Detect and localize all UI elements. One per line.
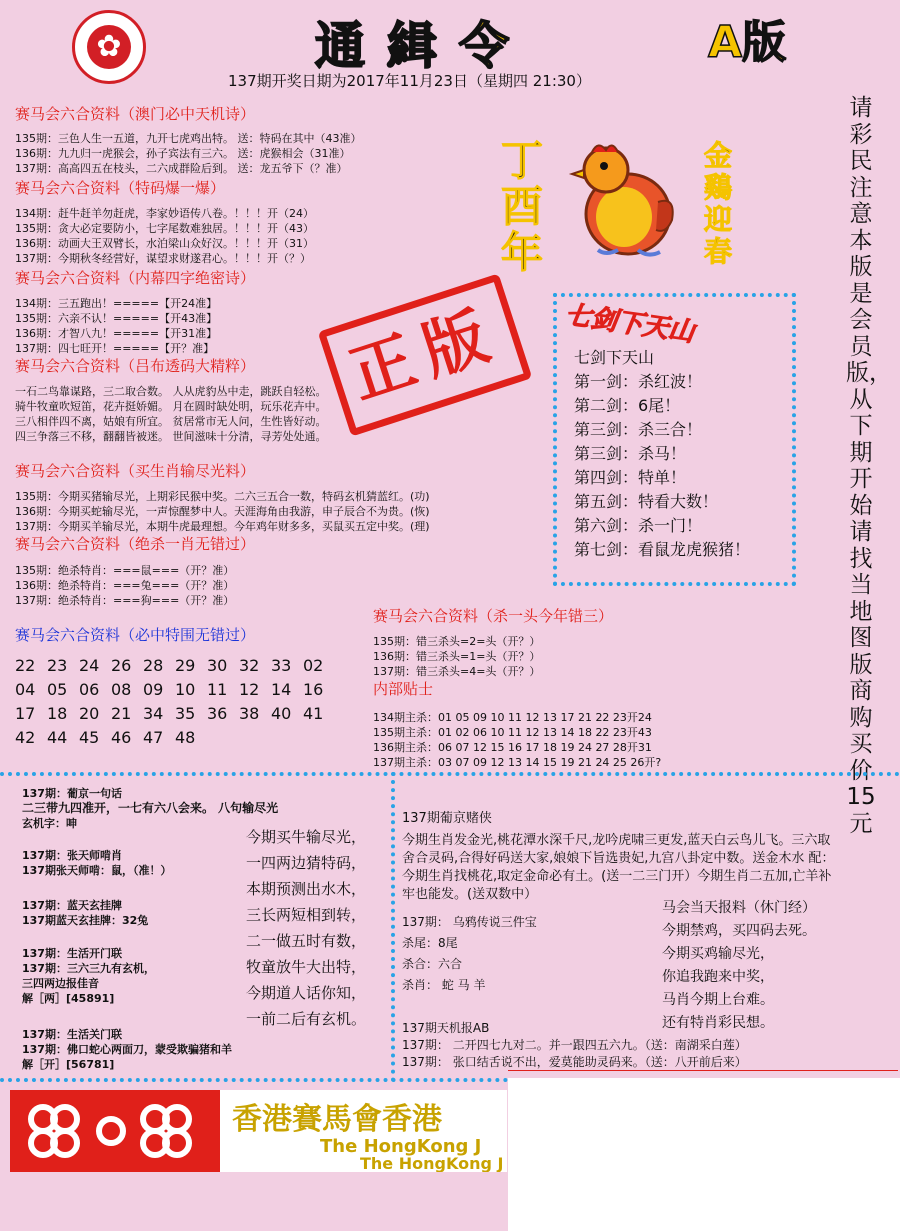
tip-block: 137期：葡京一句话 二三带九四准开，一七有六八会来。 八句输尽光 玄机字：呻 — [22, 787, 279, 830]
banner-en: The HongKong J — [320, 1136, 482, 1157]
spring-slogan: 金鷄迎春 — [703, 139, 732, 268]
blank-area — [508, 1078, 900, 1231]
tip-block: 137期：生活关门联 137期：佛口蛇心两面刀，蒙受欺骗猪和羊 解［开］[56781] — [22, 1028, 232, 1071]
emblem-logo — [72, 10, 146, 84]
poem-block: 今期买牛输尽光， 一四两边猜特码， 本期预测出水木， 三长两短相到转， 二一做五时有数， 牧童放牛大出特， 今期道人话你知， 一前二后有玄机。 — [246, 828, 367, 1028]
section-title: 赛马会六合资料（杀一头今年错三） — [373, 607, 614, 625]
seven-swords-title: 七剑下天山 — [563, 300, 697, 348]
jockey-club-logo — [10, 1090, 220, 1172]
section-rows: 一石二鸟靠谋路，三二取合数。 人从虎豹丛中走，跳跃自轻松。 骑牛牧童吹短笛，花卉挺娇媚。 月在圆时缺处明，玩乐花卉中。 三八相伴四不离，姑娘有所宜。 贫居常市无人问，生性皆好动。 四三争落三不移，翻翻皆被迷。 世间滋味十分清，寻芳处处通。 — [15, 385, 327, 443]
section-rows: 134期主杀：01 05 09 10 11 12 13 17 21 22 23开24 135期主杀：01 02 06 10 11 12 13 14 18 22 23开43 136期主杀：06 07 12 15 16 17 18 19 24 27 28开31 137期主杀：03 07 09 12 13 14 15 19 21 24 25 26开? — [373, 711, 662, 769]
sky-block: 137期天机报AB 137期： 二开四七九对二。并一跟四五六九。（送：南湖采白莲） 137期： 张口结舌说不出，爱莫能助灵码来。（送：八开前后来） — [402, 1021, 747, 1069]
page-title: 通緝令 — [315, 16, 531, 75]
tip-block: 137期：张天师啃肖 137期张天师啃：鼠，（准！） — [22, 849, 172, 877]
banner-en: The HongKong J — [360, 1154, 504, 1172]
divider — [508, 1070, 898, 1071]
edition-label: A版 — [708, 17, 787, 68]
jockey-club-banner — [10, 1090, 507, 1172]
number-grid: 22 23 24 26 28 29 30 32 33 02 04 05 06 08 09 10 11 12 14 16 17 18 20 21 34 35 36 38 40 41 42 44 45 46 47 48 — [15, 656, 324, 747]
horse-club-block: 马会当天报料（休门经） 今期禁鸡，买四码去死。 今期买鸡输尽光， 你追我跑来中奖， 马肖今期上台难。 还有特肖彩民想。 — [662, 900, 816, 1031]
member-notice: 请彩民注意本版是会员版，从下期开始请找当地图版商购买价15元 — [846, 95, 892, 837]
gambler-block: 137期葡京赌侠 今期生肖发金光,桃花潭水深千尺,龙吟虎啸三更发,蓝天白云鸟儿飞。三六取舍合灵码,合得好码送大家,娘娘下旨选贵妃,九宫八卦定中数。送金木水 配：今期生肖找桃花,取定金命必有土。(送一二三门开）今期生肖二五加,亡羊补牢也能发。(送双数中） — [402, 811, 835, 902]
divider — [0, 1078, 508, 1082]
tip-block: 137期：生活开门联 137期：三六三九有玄机， 三四两边报佳音 解［两］[45891] — [22, 947, 155, 1005]
seven-swords-list: 七剑下天山 第一剑：杀红波！ 第二剑：6尾！ 第三剑：杀三合！ 第三剑：杀马！ 第四剑：特单！ 第五剑：特看大数！ 第六剑：杀一门！ 第七剑：看鼠龙虎猴猪！ — [574, 348, 751, 559]
crow-block: 137期： 乌鸦传说三件宝 杀尾：8尾 杀合：六合 杀肖： 蛇 马 羊 — [402, 915, 537, 992]
section-rows: 135期：错三杀头=2=头（开？） 136期：错三杀头=1=头（开？） 137期：错三杀头=4=头（开？） — [373, 635, 541, 678]
rooster-icon — [568, 142, 678, 260]
section-title: 赛马会六合资料（特码爆一爆） — [15, 179, 226, 197]
section-title: 内部贴士 — [373, 680, 434, 698]
section-title: 赛马会六合资料（吕布透码大精粹） — [15, 357, 256, 375]
tip-block: 137期：蓝天玄挂牌 137期蓝天玄挂牌：32兔 — [22, 899, 149, 927]
section-title: 赛马会六合资料（绝杀一肖无错过） — [15, 535, 256, 553]
section-title: 赛马会六合资料（澳门必中天机诗） — [15, 105, 256, 123]
section-title: 赛马会六合资料（买生肖输尽光料） — [15, 462, 256, 480]
section-rows: 135期：今期买猪输尽光，上期彩民猴中奖。二六三五合一数，特码玄机猜蓝红。(功) 136期：今期买蛇输尽光，一声惊醒梦中人。天涯海角由我游，申子辰合不为贵。(恢) 137期：今期买羊输尽光，本期牛虎最理想。今年鸡年财多多，买鼠买五定中奖。(理) — [15, 490, 430, 533]
section-rows: 135期：绝杀特肖：===鼠===（开？准） 136期：绝杀特肖：===兔===（开？准） 137期：绝杀特肖：===狗===（开？准） — [15, 564, 235, 607]
zodiac-year: 丁酉年 — [500, 136, 543, 277]
section-rows: 134期：三五跑出！=====【开24准】 135期：六亲不认！=====【开43准】 136期：才智八九！=====【开31准】 137期：四七旺开！=====【开？准】 — [15, 297, 218, 355]
section-title: 赛马会六合资料（必中特围无错过） — [15, 626, 256, 644]
banner-cn: 香港賽馬會香港 — [232, 1102, 442, 1137]
section-rows: 135期：三色人生一五道，九开七虎鸡出特。 送：特码在其中（43准） 136期：九九归一虎猴会，孙子宾法有三六。 送：虎猴相会（31准） 137期：高高四五在枝头，二六成群险后到。 送：龙五爷下（？准） — [15, 132, 362, 175]
flower-icon: ✿ — [96, 29, 122, 64]
section-rows: 134期：赶牛赶羊勿赶虎，李家妙语传八卷。！！！开（24） 135期：贪大必定要防小，七字尾数难独居。！！！开（43） 136期：动画大王双臂长，水泊梁山众好汉。！！！开（31） 137期：今期秋冬经营好，谋望求财遂君心。！！！开（？） — [15, 207, 314, 265]
divider — [0, 772, 900, 776]
draw-date: 137期开奖日期为2017年11月23日（星期四 21:30） — [228, 72, 591, 90]
section-title: 赛马会六合资料（内幕四字绝密诗） — [15, 269, 256, 287]
genuine-stamp: 正版 — [318, 273, 533, 436]
divider — [391, 772, 395, 1082]
